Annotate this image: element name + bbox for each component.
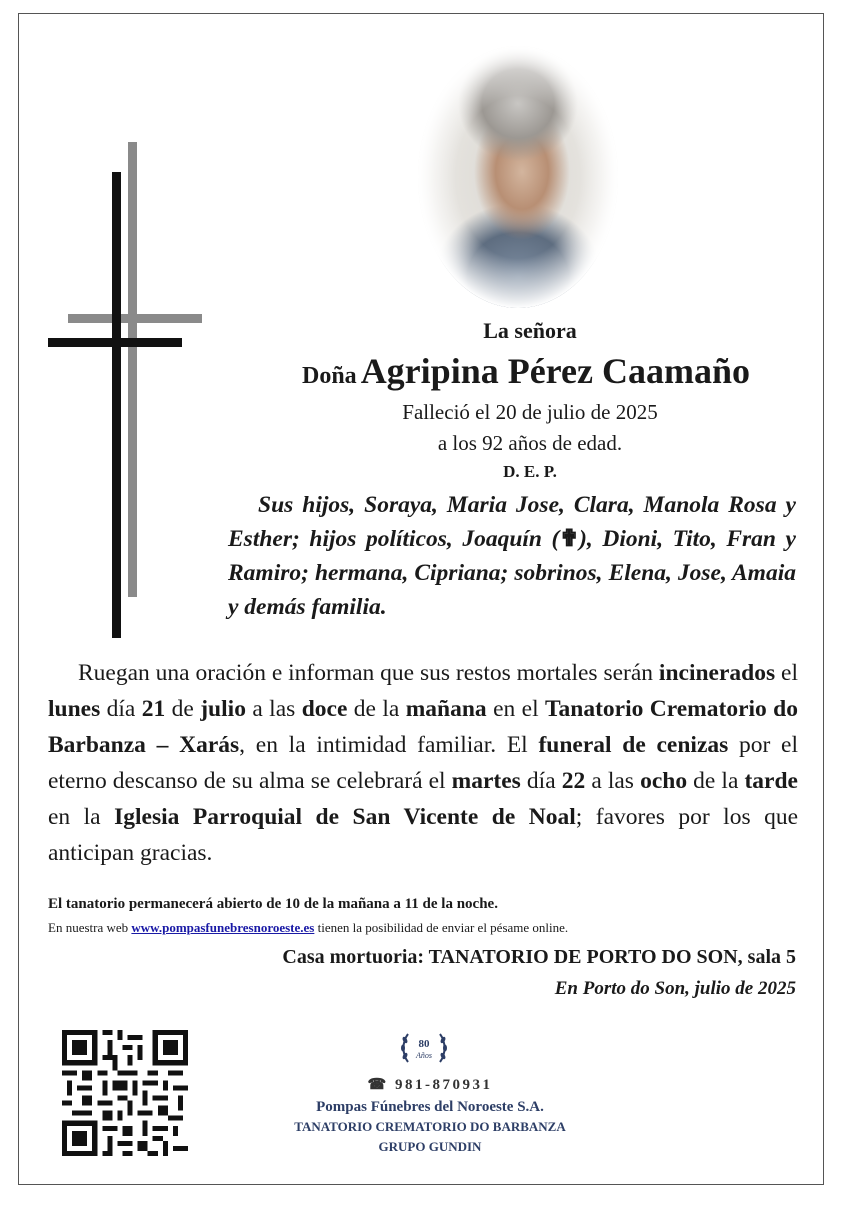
company-line-2: TANATORIO CREMATORIO DO BARBANZA (294, 1119, 566, 1134)
logo-years: Años (416, 1051, 432, 1060)
website-link[interactable]: www.pompasfunebresnoroeste.es (131, 920, 315, 935)
age-text: a los 92 años de edad. (437, 431, 623, 455)
deceased-name: Agripina Pérez Caamaño (360, 351, 750, 391)
anniversary-logo-icon (398, 1022, 450, 1074)
cross-black-horizontal (48, 338, 182, 347)
web-note: En nuestra web www.pompasfunebresnoroeste.es tienen la posibilidad de enviar el pésame online. (48, 920, 569, 935)
dep-text: D. E. P. (503, 462, 557, 481)
company-name: Pompas Fúnebres del Noroeste S.A. (316, 1099, 544, 1115)
death-date: Falleció el 20 de julio de 2025 (402, 400, 658, 424)
phone-icon: ☎ (367, 1077, 389, 1093)
intro-text: La señora (483, 318, 577, 343)
cross-gray-vertical (128, 142, 137, 597)
casa-mortuoria: Casa mortuoria: TANATORIO DE PORTO DO SON, sala 5 (282, 946, 796, 968)
qr-code-icon[interactable] (62, 1030, 188, 1156)
phone-number: 981-870931 (394, 1077, 493, 1093)
logo-number: 80 (418, 1038, 430, 1050)
deceased-cross-icon: ✟ (559, 526, 580, 552)
ceremony-paragraph: Ruegan una oración e informan que sus restos mortales serán incinerados el lunes día 21 de julio a las doce de la mañana en el Tanatorio Crematorio do Barbanza – Xarás, en la intimidad familiar. El funeral de cenizas por el eterno descanso de su alma se celebrará el martes día 22 a las ocho de la tarde en la Iglesia Parroquial de San Vicente de Noal; favores por los que anticipan gracias. (48, 660, 799, 866)
cross-gray-horizontal (68, 314, 202, 323)
tanatorio-hours: El tanatorio permanecerá abierto de 10 de la mañana a 11 de la noche. (48, 896, 498, 912)
place-date: En Porto do Son, julio de 2025 (554, 978, 796, 999)
deceased-name-line (216, 350, 836, 392)
company-line-3: GRUPO GUNDIN (378, 1139, 482, 1154)
family-list: Sus hijos, Soraya, Maria Jose, Clara, Manola Rosa y Esther; hijos políticos, Joaquín (✟), Dioni, Tito, Fran y Ramiro; hermana, Cipriana; sobrinos, Elena, Jose, Amaia y demás familia. (228, 492, 796, 620)
phone-line (300, 1075, 560, 1094)
deceased-photo (418, 46, 618, 308)
cross-black-vertical (112, 172, 121, 638)
title-prefix: Doña (302, 363, 357, 389)
cross-icon (46, 142, 206, 642)
